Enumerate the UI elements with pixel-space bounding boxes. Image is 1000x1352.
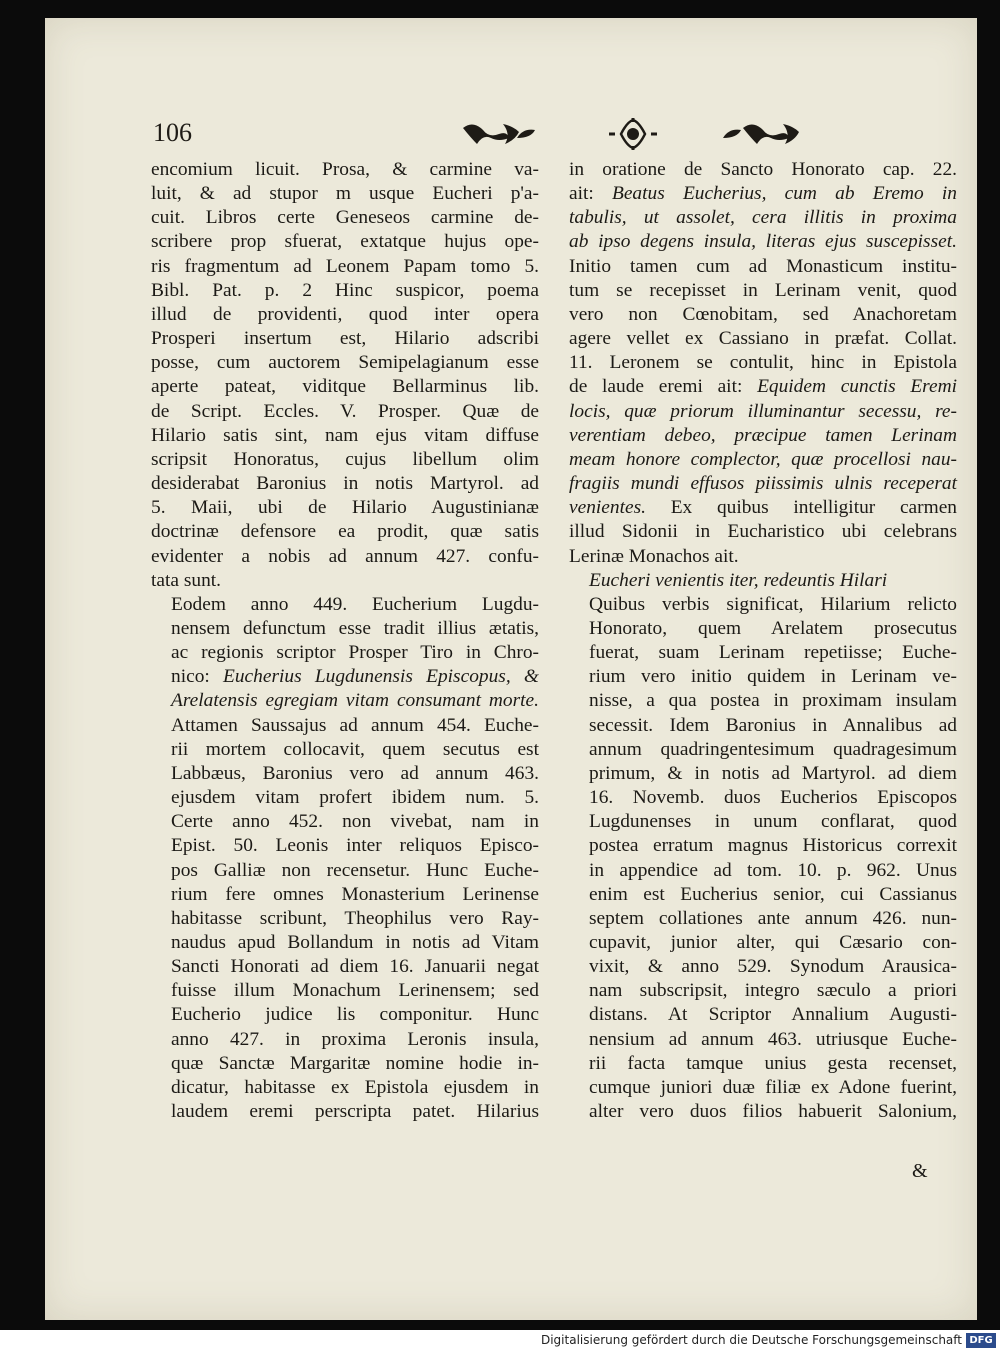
page-number: 106	[153, 118, 192, 147]
text-line: scripsit Honoratus, cujus libellum olim	[151, 448, 539, 470]
italic-quote: Eucherius Lugdunensis Episcopus, &	[223, 666, 539, 688]
text-line: primum, & in notis ad Martyrol. ad diem	[589, 762, 957, 784]
left-column	[151, 158, 539, 1124]
text-line: ejusdem vitam profert ibidem num. 5.	[171, 787, 539, 809]
text-line: Epist. 50. Leonis inter reliquos Episco-	[171, 835, 539, 857]
paragraph	[151, 158, 539, 593]
italic-quote: locis, quæ priorum illuminantur secessu, re-	[569, 400, 957, 422]
text-line: nisse, a qua postea in proximam insulam	[589, 690, 957, 712]
text-line: evidenter a nobis ad annum 427. confu-	[151, 545, 539, 567]
text-line: illud de providenti, quod inter opera	[151, 303, 539, 325]
text-span: Ex quibus intelligitur carmen	[646, 497, 957, 519]
text-line: Hilario satis sint, nam ejus vitam diffuse	[151, 424, 539, 446]
text-line: fuisse illum Monachum Lerinensem; sed	[171, 980, 539, 1002]
text-line: nensium ad annum 463. utriusque Euche-	[589, 1028, 957, 1050]
footer-credit[interactable]: Digitalisierung gefördert durch die Deutsche Forschungsgemeinschaft	[540, 1333, 962, 1347]
text-line: cupavit, junior alter, qui Cæsario con-	[589, 932, 957, 953]
dfg-logo-icon[interactable]: DFG	[966, 1333, 996, 1348]
text-line: illud Sidonii in Eucharistico ubi celebrans	[569, 521, 957, 543]
text-line: naudus apud Bollandum in notis ad Vitam	[171, 932, 539, 953]
text-line: Labbæus, Baronius vero ad annum 463.	[171, 762, 539, 784]
text-line: enim est Eucherius senior, cui Cassianus	[589, 883, 957, 905]
text-span: nico:	[171, 666, 223, 688]
text-span: ait:	[569, 183, 612, 205]
italic-quote: Beatus Eucherius, cum ab Eremo in	[611, 183, 957, 205]
text-line: Honorato, quem Arelatem prosecutus	[589, 617, 957, 639]
text-line: agere vellet ex Cassiano in præfat. Collat.	[569, 328, 957, 350]
text-line: tum se recepisset in Lerinam venit, quod	[569, 279, 957, 301]
text-line: postea erratum magnus Historicus correxit	[589, 835, 957, 857]
text-line: distans. At Scriptor Annalium Augusti-	[589, 1004, 957, 1026]
text-line	[151, 665, 539, 689]
text-line: alter vero duos filios habuerit Salonium,	[589, 1101, 957, 1123]
text-line: septem collationes ante annum 426. nun-	[589, 907, 957, 929]
paragraph	[569, 569, 957, 1125]
text-line: pos Galliæ non recensetur. Hunc Euche-	[171, 859, 539, 881]
text-line: Eucherio judice lis componitur. Hunc	[171, 1004, 539, 1026]
right-column	[569, 158, 957, 1124]
text-line: Eodem anno 449. Eucherium Lugdu-	[171, 593, 539, 615]
text-line: laudem eremi perscripta patet. Hilarius	[171, 1101, 539, 1123]
text-line: Certe anno 452. non vivebat, nam in	[171, 811, 539, 833]
text-line: ris fragmentum ad Leonem Papam tomo 5.	[151, 255, 539, 277]
text-line: de Script. Eccles. V. Prosper. Quæ de	[151, 400, 539, 422]
text-line: posse, cum auctorem Semipelagianum esse	[151, 352, 539, 374]
text-line: vero non Cœnobitam, sed Anachoretam	[569, 303, 957, 325]
text-line: luit, & ad stupor m usque Eucheri p'a-	[151, 183, 539, 205]
text-line: Prosperi insertum est, Hilario adscribi	[151, 328, 539, 350]
text-line: aperte pateat, viditque Bellarminus lib.	[151, 376, 539, 398]
italic-quote: fragiis mundi effusos piissimis ulnis receperat	[569, 473, 957, 495]
text-line: cumque juniori duæ filiæ ex Adone fuerint,	[589, 1076, 957, 1098]
text-line: in oratione de Sancto Honorato cap. 22.	[569, 159, 957, 180]
italic-quote: Eucheri venientis iter, redeuntis Hilari	[589, 569, 888, 591]
italic-quote: meam honore complector, quæ procellosi nau-	[569, 448, 957, 470]
text-line: rii mortem collocavit, quem secutus est	[171, 738, 539, 760]
text-line	[569, 496, 957, 520]
text-line: 16. Novemb. duos Eucherios Episcopos	[589, 787, 957, 809]
text-line: Lerinæ Monachos ait.	[569, 545, 739, 567]
text-line: anno 427. in proxima Leronis insula,	[171, 1028, 539, 1050]
text-line: habitasse scribunt, Theophilus vero Ray-	[171, 907, 539, 929]
text-line: secessit. Idem Baronius in Annalibus ad	[589, 714, 957, 736]
text-span: de laude eremi ait:	[569, 376, 758, 398]
catchword: &	[912, 1160, 928, 1182]
text-line: quæ Sanctæ Margaritæ nomine hodie in-	[171, 1052, 539, 1074]
text-line: Quibus verbis significat, Hilarium relicto	[589, 593, 957, 615]
text-line: fuerat, suam Lerinam repetiisse; Euche-	[589, 642, 957, 664]
text-line	[569, 375, 957, 399]
text-line	[569, 182, 957, 206]
text-line: in appendice ad tom. 10. p. 962. Unus	[589, 859, 957, 881]
paragraph	[151, 593, 539, 1124]
text-line: Lugdunenses in unum conflarat, quod	[589, 811, 957, 833]
paragraph	[569, 158, 957, 569]
text-line: Attamen Saussajus ad annum 454. Euche-	[171, 714, 539, 736]
ornament-vignette	[443, 118, 823, 152]
text-line: annum quadringentesimum quadragesimum	[589, 738, 957, 760]
text-line: tata sunt.	[151, 569, 222, 591]
italic-quote: venientes.	[569, 497, 646, 519]
text-line: vixit, & anno 529. Synodum Arausica-	[589, 956, 957, 978]
text-line: rium vero initio quidem in Lerinam ve-	[589, 666, 957, 688]
text-line: encomium licuit. Prosa, & carmine va-	[151, 159, 539, 180]
text-line: nam subscripsit, integro sæculo a priori	[589, 980, 957, 1002]
text-line: cuit. Libros certe Geneseos carmine de-	[151, 207, 539, 229]
text-line: desiderabat Baronius in notis Martyrol. ad	[151, 473, 539, 495]
italic-quote: verentiam debeo, præcipue tamen Lerinam	[569, 424, 957, 446]
italic-quote: Arelatensis egregiam vitam consumant morte.	[171, 690, 539, 712]
text-line: ac regionis scriptor Prosper Tiro in Chro-	[171, 642, 539, 664]
text-line: Initio tamen cum ad Monasticum institu-	[569, 255, 957, 277]
text-line: scribere prop sfuerat, extatque hujus ope-	[151, 231, 539, 253]
text-line: nensem defunctum esse tradit illius ætatis,	[171, 617, 539, 639]
italic-quote: Equidem cunctis Eremi	[757, 376, 958, 398]
italic-quote: tabulis, ut assolet, cera illitis in proxima	[569, 207, 957, 229]
text-line: dicatur, habitasse ex Epistola ejusdem in	[171, 1076, 539, 1098]
text-line: doctrinæ defensore ea prodit, quæ satis	[151, 521, 539, 543]
text-line: Bibl. Pat. p. 2 Hinc suspicor, poema	[151, 279, 539, 301]
page-header	[153, 118, 953, 152]
text-line: 5. Maii, ubi de Hilario Augustinianæ	[151, 497, 539, 519]
text-line: rii facta tamque unius gesta recenset,	[589, 1052, 957, 1074]
text-line: rium fere omnes Monasterium Lerinense	[171, 883, 539, 905]
digitization-footer	[0, 1330, 1000, 1352]
italic-quote: ab ipso degens insula, literas ejus suscepisset.	[569, 231, 957, 253]
text-line: 11. Leronem se contulit, hinc in Epistola	[569, 352, 957, 374]
text-line: Sancti Honorati ad diem 16. Januarii negat	[171, 956, 539, 978]
